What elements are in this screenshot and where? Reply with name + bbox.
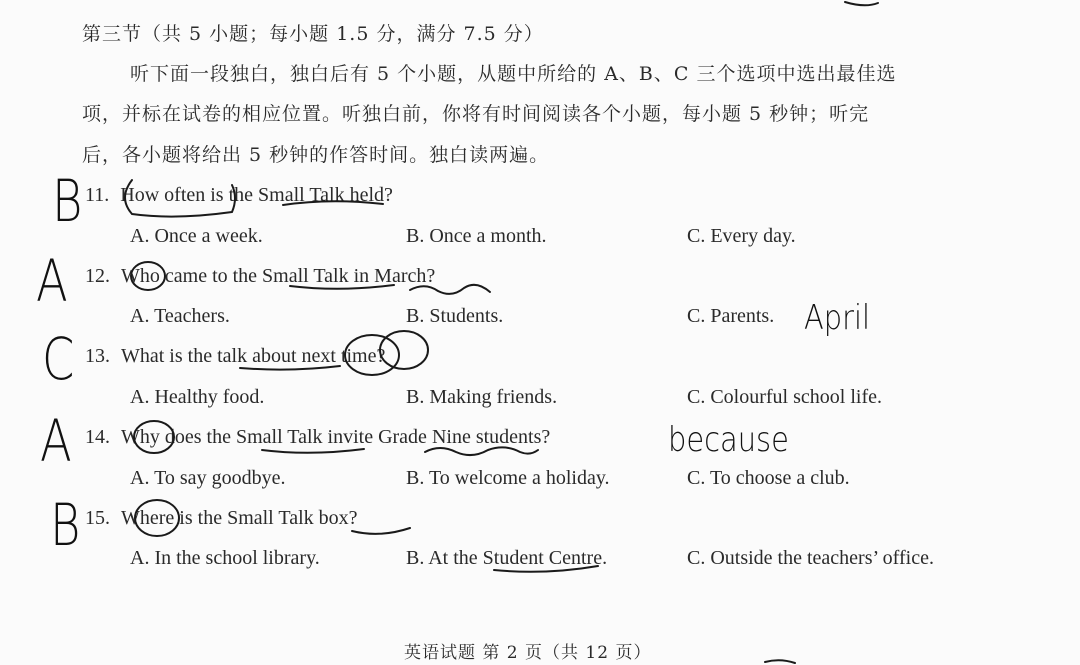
handwritten-note-because: because — [668, 420, 789, 460]
handwritten-answer-11: B — [52, 167, 83, 235]
question-number: 13. — [85, 345, 110, 367]
question-number: 15. — [85, 507, 110, 529]
option-a: A. Healthy food. — [130, 386, 265, 408]
option-b: B. Making friends. — [406, 386, 558, 408]
option-c: C. Outside the teachers’ office. — [687, 547, 934, 569]
question-number: 14. — [85, 426, 110, 448]
handwritten-answer-12: A — [36, 247, 68, 315]
option-c: C. Parents. — [687, 305, 775, 327]
instruction-line-2: 项，并标在试卷的相应位置。听独白前，你将有时间阅读各个小题，每小题 5 秒钟；听完 — [82, 103, 870, 125]
option-a: A. Teachers. — [130, 305, 230, 327]
question-14 — [85, 425, 550, 449]
question-number: 12. — [85, 265, 110, 287]
question-stem: What is the talk about next time? — [121, 345, 386, 367]
question-13 — [85, 344, 385, 368]
option-b: B. Students. — [406, 305, 504, 327]
question-12 — [85, 264, 435, 288]
question-stem: Who came to the Small Talk in March? — [121, 265, 436, 287]
instruction-line-1: 听下面一段独白，独白后有 5 个小题，从题中所给的 A、B、C 三个选项中选出最佳选 — [130, 63, 897, 85]
option-a: A. To say goodbye. — [130, 467, 286, 489]
question-15 — [85, 506, 358, 530]
option-c: C. Every day. — [687, 225, 796, 247]
underline-box — [352, 528, 410, 534]
option-b: B. To welcome a holiday. — [406, 467, 610, 489]
stray-ink-stroke — [765, 660, 795, 663]
circle-time — [380, 331, 428, 369]
handwritten-answer-15: B — [50, 491, 81, 559]
question-11 — [85, 183, 393, 207]
underline-small-talk — [262, 449, 364, 453]
page-footer: 英语试题 第 2 页（共 12 页） — [404, 643, 652, 663]
handwritten-note-april: April — [804, 298, 871, 338]
stray-ink-stroke — [845, 2, 878, 5]
option-c: C. To choose a club. — [687, 467, 850, 489]
option-a: A. Once a week. — [130, 225, 263, 247]
option-c: C. Colourful school life. — [687, 386, 882, 408]
question-stem: How often is the Small Talk held? — [120, 184, 393, 206]
question-stem: Why does the Small Talk invite Grade Nine students? — [121, 426, 551, 448]
handwritten-answer-13: C — [42, 325, 75, 393]
option-b: B. At the Student Centre. — [406, 547, 608, 569]
option-a: A. In the school library. — [130, 547, 320, 569]
section-heading: 第三节（共 5 小题；每小题 1.5 分，满分 7.5 分） — [82, 23, 544, 45]
instruction-line-3: 后，各小题将给出 5 秒钟的作答时间。独白读两遍。 — [82, 144, 550, 166]
option-b: B. Once a month. — [406, 225, 547, 247]
question-stem: Where is the Small Talk box? — [121, 507, 358, 529]
handwritten-answer-14: A — [40, 407, 72, 475]
question-number: 11. — [85, 184, 110, 206]
